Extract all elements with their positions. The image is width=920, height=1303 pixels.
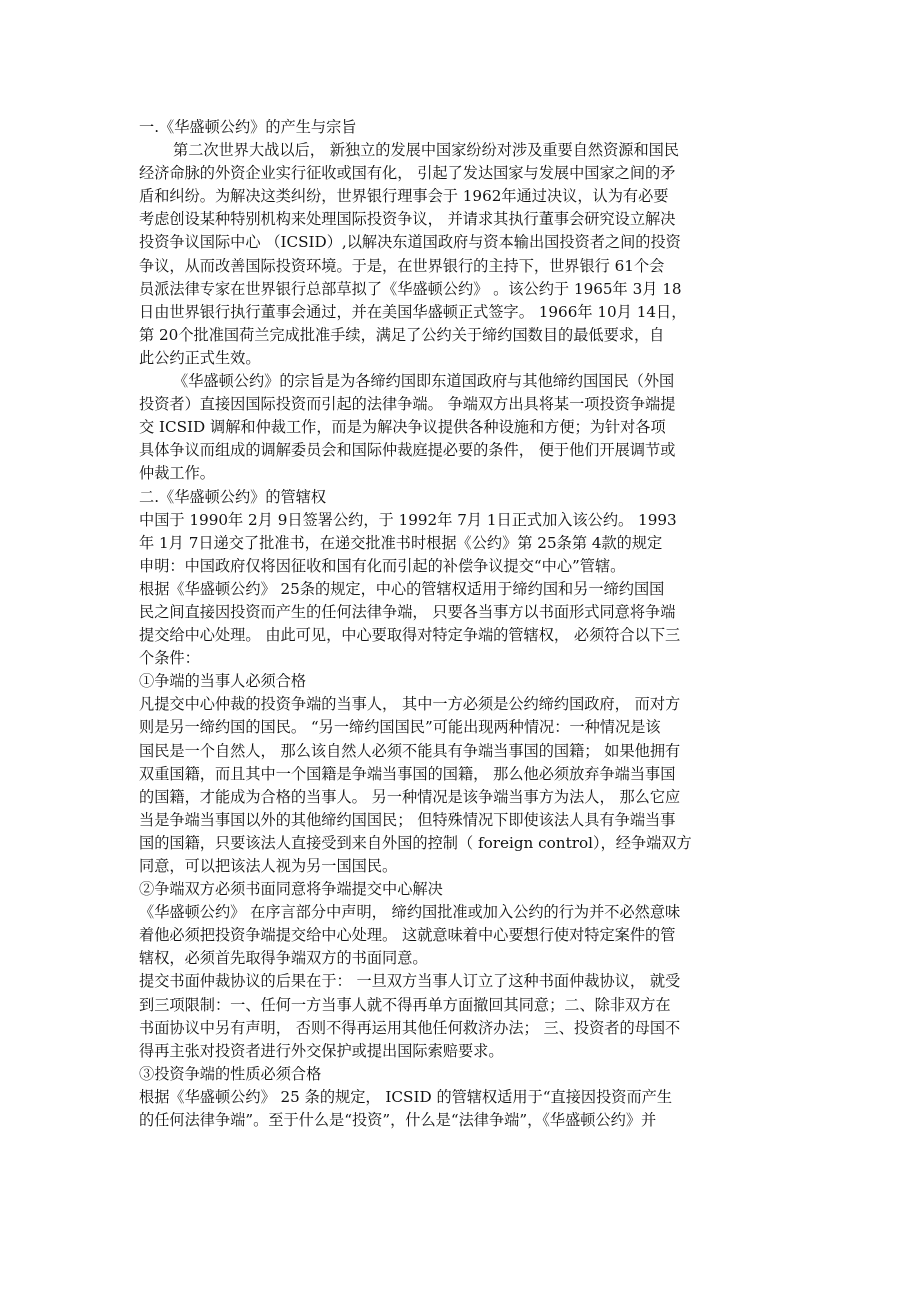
text-line: ③投资争端的性质必须合格 <box>139 1064 322 1083</box>
text-line: 第 20个批准国荷兰完成批准手续，满足了公约关于缔约国数目的最低要求，自 <box>139 325 665 344</box>
text-line: 《华盛顿公约》 在序言部分中声明， 缔约国批准或加入公约的行为并不必然意味 <box>139 903 681 922</box>
text-line: 根据《华盛顿公约》 25 条的规定， ICSID 的管辖权适用于“直接因投资而产生 <box>139 1087 673 1106</box>
text-line: 投资争议国际中心 （ICSID）,以解决东道国政府与资本输出国投资者之间的投资 <box>139 233 681 252</box>
text-line: 年 1月 7日递交了批准书，在递交批准书时根据《公约》第 25条第 4款的规定 <box>139 533 663 552</box>
text-line: 考虑创设某种特别机构来处理国际投资争议， 并请求其执行董事会研究设立解决 <box>139 210 676 229</box>
text-line: 此公约正式生效。 <box>139 348 261 367</box>
text-line: 争议，从而改善国际投资环境。于是，在世界银行的主持下，世界银行 61个会 <box>139 256 665 275</box>
text-line: 书面协议中另有声明， 否则不得再运用其他任何救济办法； 三、投资者的母国不 <box>139 1018 681 1037</box>
text-line: ①争端的当事人必须合格 <box>139 672 307 691</box>
text-line: 一.《华盛顿公约》的产生与宗旨 <box>139 118 357 136</box>
text-line: 国民是一个自然人， 那么该自然人必须不能具有争端当事国的国籍； 如果他拥有 <box>139 741 681 760</box>
text-line: 日由世界银行执行董事会通过，并在美国华盛顿正式签字。 1966年 10月 14日， <box>139 302 687 321</box>
text-line: 二.《华盛顿公约》的管辖权 <box>139 487 327 506</box>
text-line: 个条件： <box>139 649 200 668</box>
text-line: 根据《华盛顿公约》 25条的规定，中心的管辖权适用于缔约国和另一缔约国国 <box>139 579 665 598</box>
text-line: 盾和纠纷。为解决这类纠纷，世界银行理事会于 1962年通过决议，认为有必要 <box>139 187 669 206</box>
text-line: 提交书面仲裁协议的后果在于： 一旦双方当事人订立了这种书面仲裁协议， 就受 <box>139 972 681 991</box>
text-line: 凡提交中心仲裁的投资争端的当事人， 其中一方必须是公约缔约国政府， 而对方 <box>139 695 681 714</box>
text-line: 第二次世界大战以后， 新独立的发展中国家纷纷对涉及重要自然资源和国民 <box>173 141 680 160</box>
text-line: 的国籍，才能成为合格的当事人。 另一种情况是该争端当事方为法人， 那么它应 <box>139 787 681 806</box>
text-line: 国的国籍，只要该法人直接受到来自外国的控制（ foreign control），经争端双方 <box>139 833 692 852</box>
text-line: 仲裁工作。 <box>139 464 215 483</box>
text-line: 投资者）直接因国际投资而引起的法律争端。 争端双方出具将某一项投资争端提 <box>139 395 676 414</box>
text-line: 得再主张对投资者进行外交保护或提出国际索赔要求。 <box>139 1041 504 1060</box>
text-line: 申明：中国政府仅将因征收和国有化而引起的补偿争议提交“中心”管辖。 <box>139 556 626 575</box>
text-line: ②争端双方必须书面同意将争端提交中心解决 <box>139 880 443 899</box>
text-line: 中国于 1990年 2月 9日签署公约，于 1992年 7月 1日正式加入该公约。 1993 <box>139 510 677 529</box>
text-line: 辖权，必须首先取得争端双方的书面同意。 <box>139 949 428 968</box>
text-line: 经济命脉的外资企业实行征收或国有化， 引起了发达国家与发展中国家之间的矛 <box>139 164 676 183</box>
text-line: 民之间直接因投资而产生的任何法律争端， 只要各当事方以书面形式同意将争端 <box>139 602 676 621</box>
text-line: 当是争端当事国以外的其他缔约国国民； 但特殊情况下即使该法人具有争端当事 <box>139 810 676 829</box>
text-line: 则是另一缔约国的国民。 “另一缔约国国民”可能出现两种情况：一种情况是该 <box>139 718 661 737</box>
text-line: 提交给中心处理。 由此可见，中心要取得对特定争端的管辖权， 必须符合以下三 <box>139 626 681 645</box>
text-line: 同意，可以把该法人视为另一国国民。 <box>139 857 398 875</box>
text-line: 双重国籍，而且其中一个国籍是争端当事国的国籍， 那么他必须放弃争端当事国 <box>139 764 676 783</box>
text-line: 交 ICSID 调解和仲裁工作，而是为解决争议提供各种设施和方便；为针对各项 <box>139 418 666 437</box>
text-line: 员派法律专家在世界银行总部草拟了《华盛顿公约》 。该公约于 1965年 3月 18 <box>139 279 682 298</box>
text-line: 着他必须把投资争端提交给中心处理。 这就意味着中心要想行使对特定案件的管 <box>139 926 676 945</box>
text-line: 到三项限制：一、任何一方当事人就不得再单方面撤回其同意；二、除非双方在 <box>139 995 671 1014</box>
document-body <box>139 116 789 1132</box>
text-line: 具体争议而组成的调解委员会和国际仲裁庭提必要的条件， 便于他们开展调节或 <box>139 441 676 460</box>
text-line: 的任何法律争端”。至于什么是“投资”，什么是“法律争端”，《华盛顿公约》并 <box>139 1111 657 1130</box>
text-line: 《华盛顿公约》的宗旨是为各缔约国即东道国政府与其他缔约国国民（外国 <box>173 372 675 391</box>
